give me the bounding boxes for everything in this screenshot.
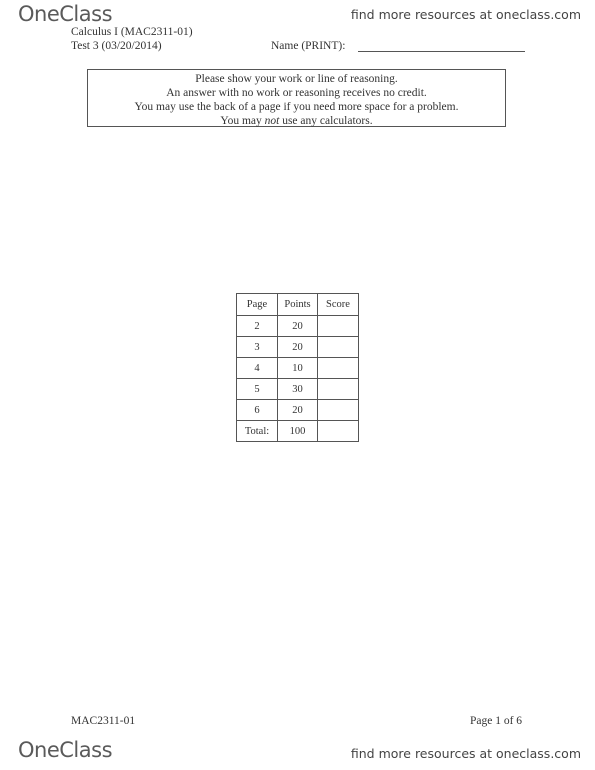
oneclass-logo[interactable]: OneClass (18, 738, 113, 762)
score-cell (318, 337, 359, 358)
footer-page-number: Page 1 of 6 (470, 715, 523, 727)
promo-link[interactable]: find more resources at oneclass.com (350, 746, 581, 761)
col-header-points: Points (278, 294, 318, 316)
instruction-emphasis: not (264, 115, 280, 127)
footer-course-code: MAC2311-01 (71, 715, 136, 727)
score-cell (318, 316, 359, 337)
score-cell (318, 400, 359, 421)
instruction-text: use any calculators. (279, 115, 373, 127)
instruction-text: You may (220, 115, 265, 127)
score-cell (318, 358, 359, 379)
table-header-row (237, 294, 359, 316)
total-score-cell (318, 421, 359, 442)
page-cell: 4 (237, 358, 278, 379)
points-cell: 20 (278, 400, 318, 421)
col-header-page: Page (237, 294, 278, 316)
points-cell: 30 (278, 379, 318, 400)
page-cell: 6 (237, 400, 278, 421)
table-row (237, 337, 359, 358)
instruction-line (88, 114, 505, 128)
score-table (236, 293, 359, 442)
instruction-line: You may use the back of a page if you need more space for a problem. (134, 101, 459, 113)
oneclass-logo[interactable]: OneClass (18, 2, 113, 26)
instructions-box (87, 69, 506, 127)
score-cell (318, 379, 359, 400)
points-cell: 20 (278, 316, 318, 337)
total-points-cell: 100 (278, 421, 318, 442)
page-cell: 2 (237, 316, 278, 337)
table-row (237, 316, 359, 337)
name-label: Name (PRINT): (271, 40, 346, 52)
total-label-cell: Total: (237, 421, 278, 442)
points-cell: 10 (278, 358, 318, 379)
course-title: Calculus I (MAC2311-01) (71, 26, 193, 38)
col-header-score: Score (318, 294, 359, 316)
instruction-line: Please show your work or line of reasoning. (195, 73, 398, 85)
test-title: Test 3 (03/20/2014) (71, 40, 162, 52)
instruction-line: An answer with no work or reasoning receives no credit. (166, 87, 427, 99)
table-row (237, 379, 359, 400)
name-blank-line (358, 51, 525, 52)
table-row (237, 358, 359, 379)
table-total-row (237, 421, 359, 442)
page-cell: 5 (237, 379, 278, 400)
points-cell: 20 (278, 337, 318, 358)
table-row (237, 400, 359, 421)
promo-link[interactable]: find more resources at oneclass.com (350, 7, 581, 22)
page-cell: 3 (237, 337, 278, 358)
